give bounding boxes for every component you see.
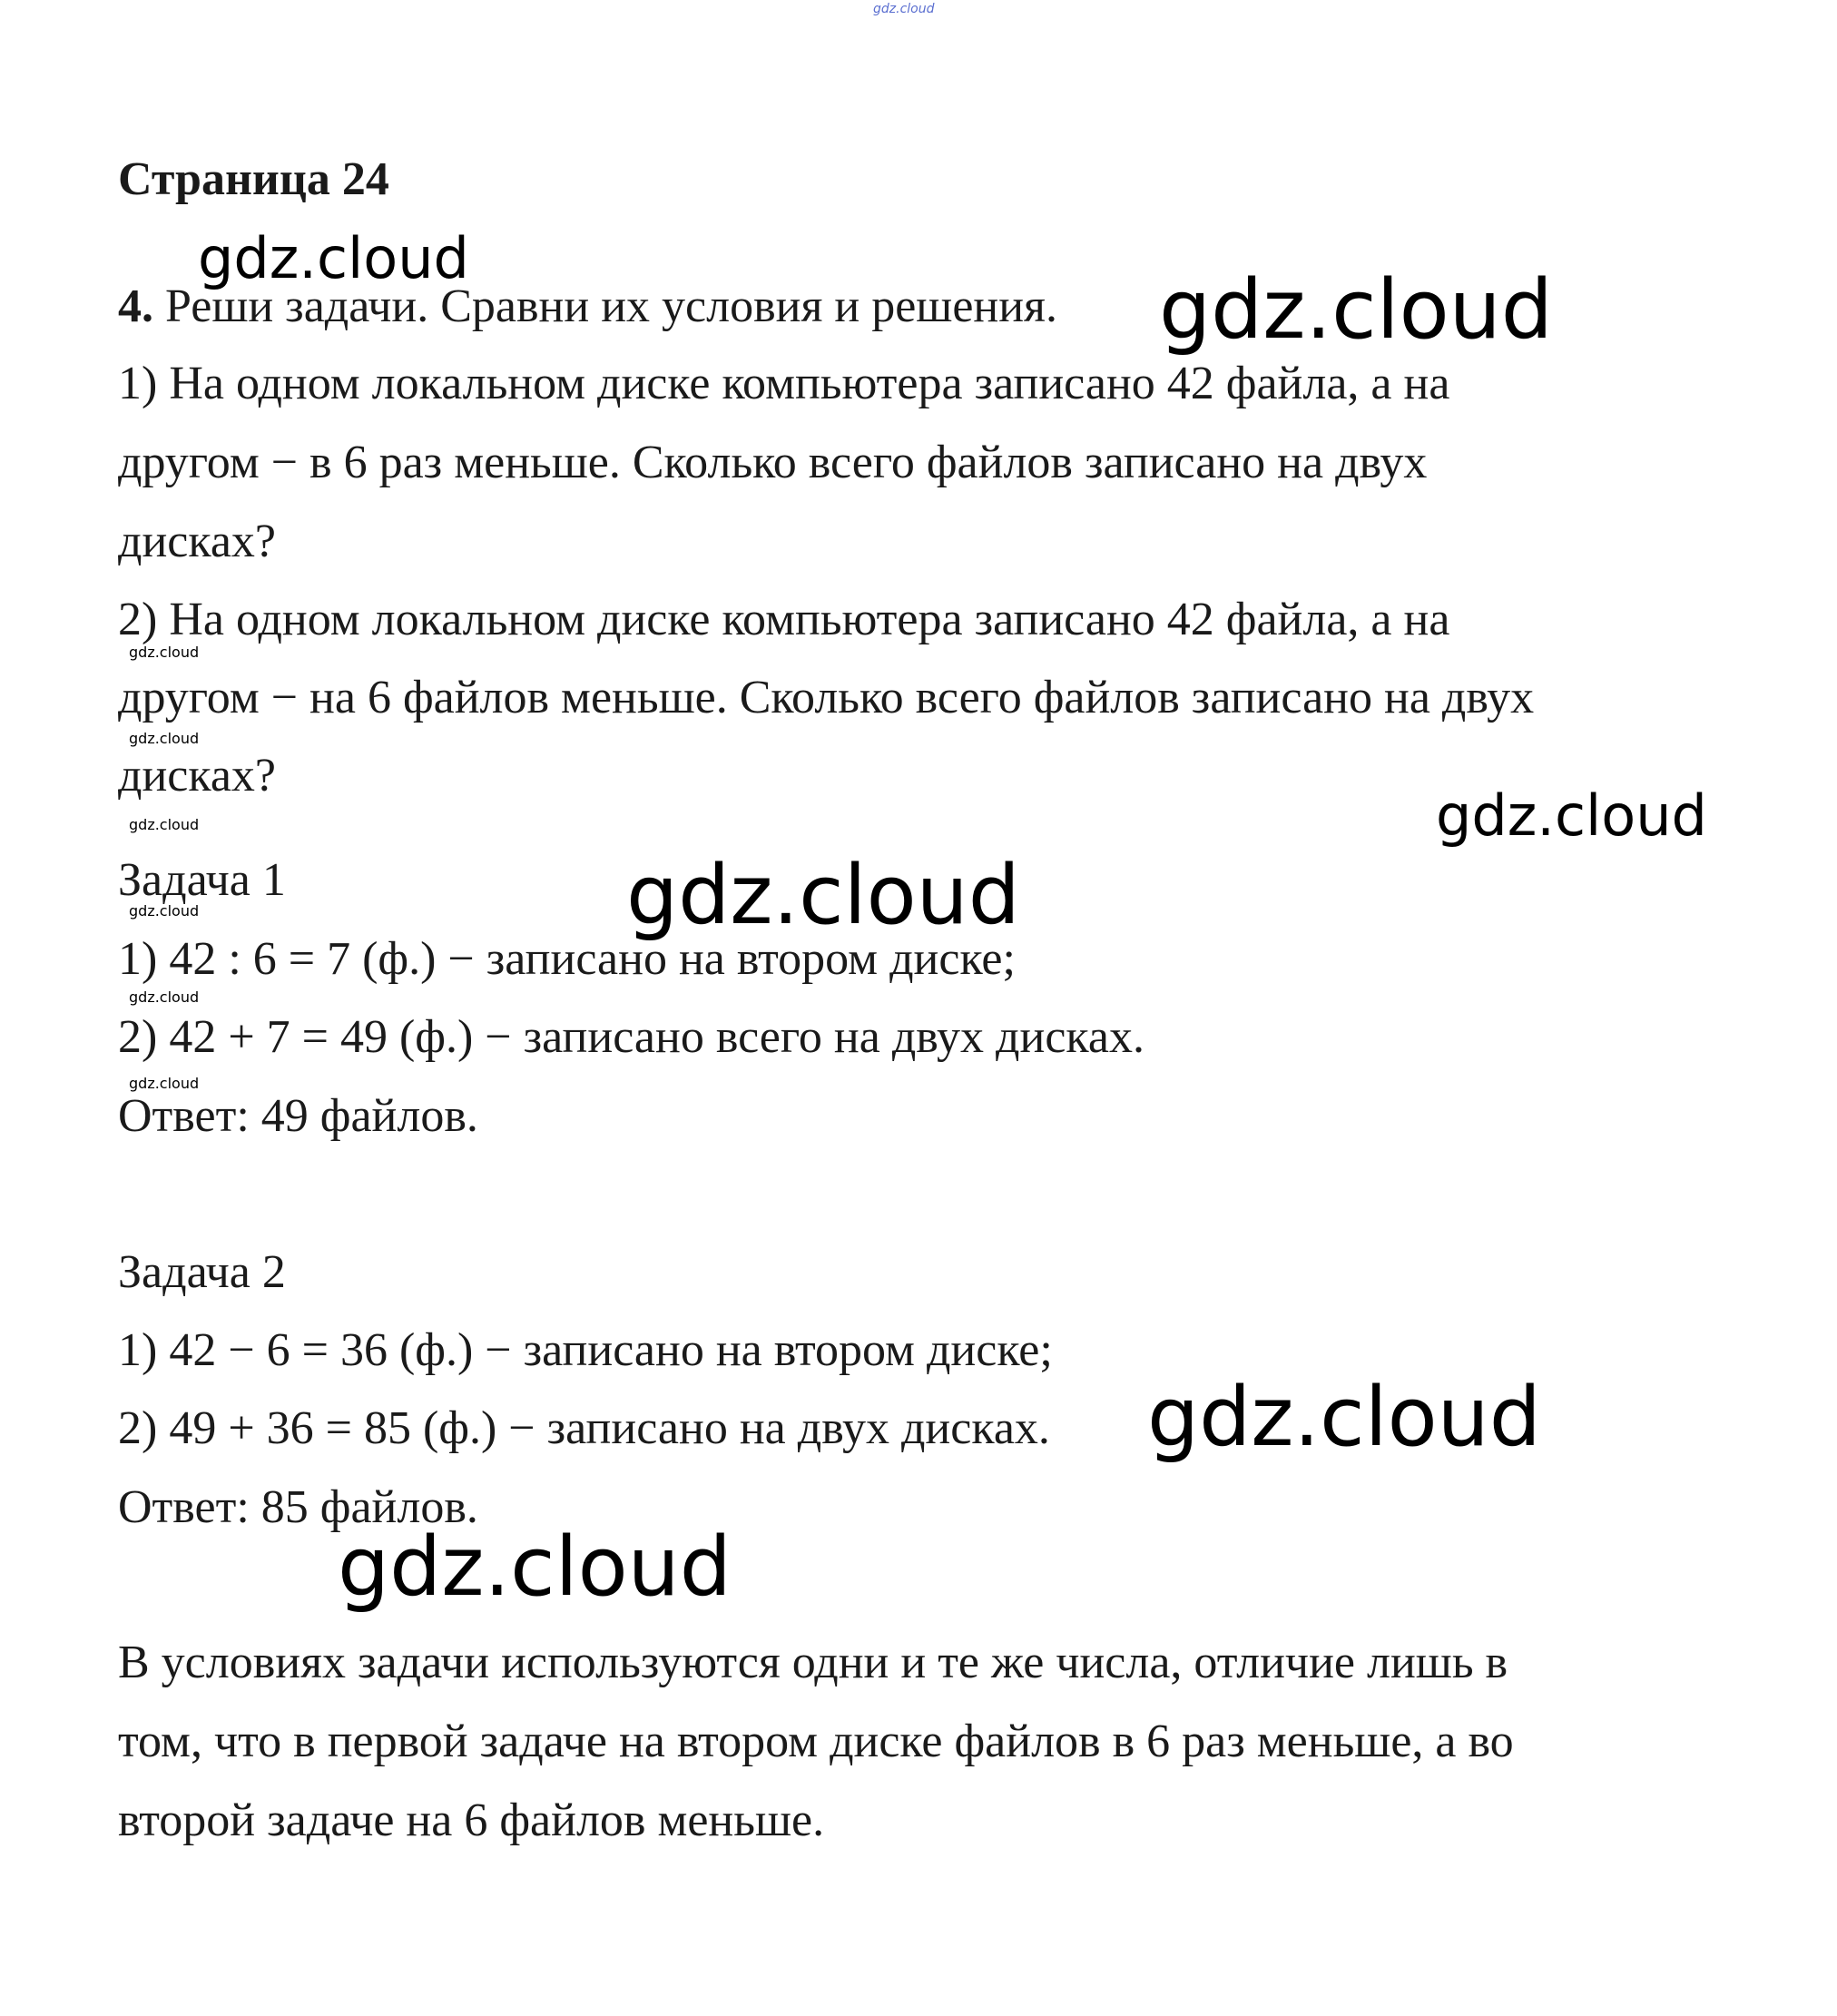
watermark-small: gdz.cloud	[129, 902, 200, 919]
problem-line: 1) На одном локальном диске компьютера записано 42 файла, а на	[118, 358, 1450, 409]
conclusion-line: В условиях задачи используются одни и те же числа, отличие лишь в	[118, 1637, 1508, 1688]
problem-line: другом − в 6 раз меньше. Сколько всего файлов записано на двух	[118, 437, 1428, 488]
task-number: 4.	[118, 280, 153, 332]
watermark-small: gdz.cloud	[129, 1075, 200, 1092]
solution1-step1: 1) 42 : 6 = 7 (ф.) − записано на втором диске;	[118, 933, 1016, 985]
problem-line: дисках?	[118, 516, 277, 567]
watermark-small: gdz.cloud	[129, 730, 200, 747]
task-prompt-text: Реши задачи. Сравни их условия и решения.	[153, 280, 1057, 332]
solution2-heading: Задача 2	[118, 1246, 286, 1298]
solution1-heading: Задача 1	[118, 854, 286, 906]
page-title: Страница 24	[118, 153, 389, 205]
solution2-step2: 2) 49 + 36 = 85 (ф.) − записано на двух дисках.	[118, 1402, 1050, 1454]
problem-line: дисках?	[118, 750, 277, 801]
problem-line: 2) На одном локальном диске компьютера записано 42 файла, а на	[118, 594, 1450, 645]
solution2-answer: Ответ: 85 файлов.	[118, 1481, 478, 1533]
solution2-step1: 1) 42 − 6 = 36 (ф.) − записано на втором диске;	[118, 1324, 1053, 1376]
watermark: gdz.cloud	[1159, 262, 1553, 358]
watermark-top: gdz.cloud	[873, 2, 935, 16]
watermark: gdz.cloud	[1436, 782, 1707, 849]
problem-line: другом − на 6 файлов меньше. Сколько всего файлов записано на двух	[118, 672, 1535, 723]
watermark: gdz.cloud	[338, 1519, 732, 1615]
watermark-small: gdz.cloud	[129, 816, 200, 833]
solution1-step2: 2) 42 + 7 = 49 (ф.) − записано всего на двух дисках.	[118, 1011, 1144, 1063]
watermark: gdz.cloud	[1147, 1370, 1541, 1465]
watermark: gdz.cloud	[626, 848, 1020, 943]
watermark-small: gdz.cloud	[129, 644, 200, 661]
watermark: gdz.cloud	[198, 225, 469, 291]
solution1-answer: Ответ: 49 файлов.	[118, 1090, 478, 1142]
conclusion-line: второй задаче на 6 файлов меньше.	[118, 1795, 825, 1846]
watermark-small: gdz.cloud	[129, 988, 200, 1006]
conclusion-line: том, что в первой задаче на втором диске файлов в 6 раз меньше, а во	[118, 1716, 1514, 1767]
